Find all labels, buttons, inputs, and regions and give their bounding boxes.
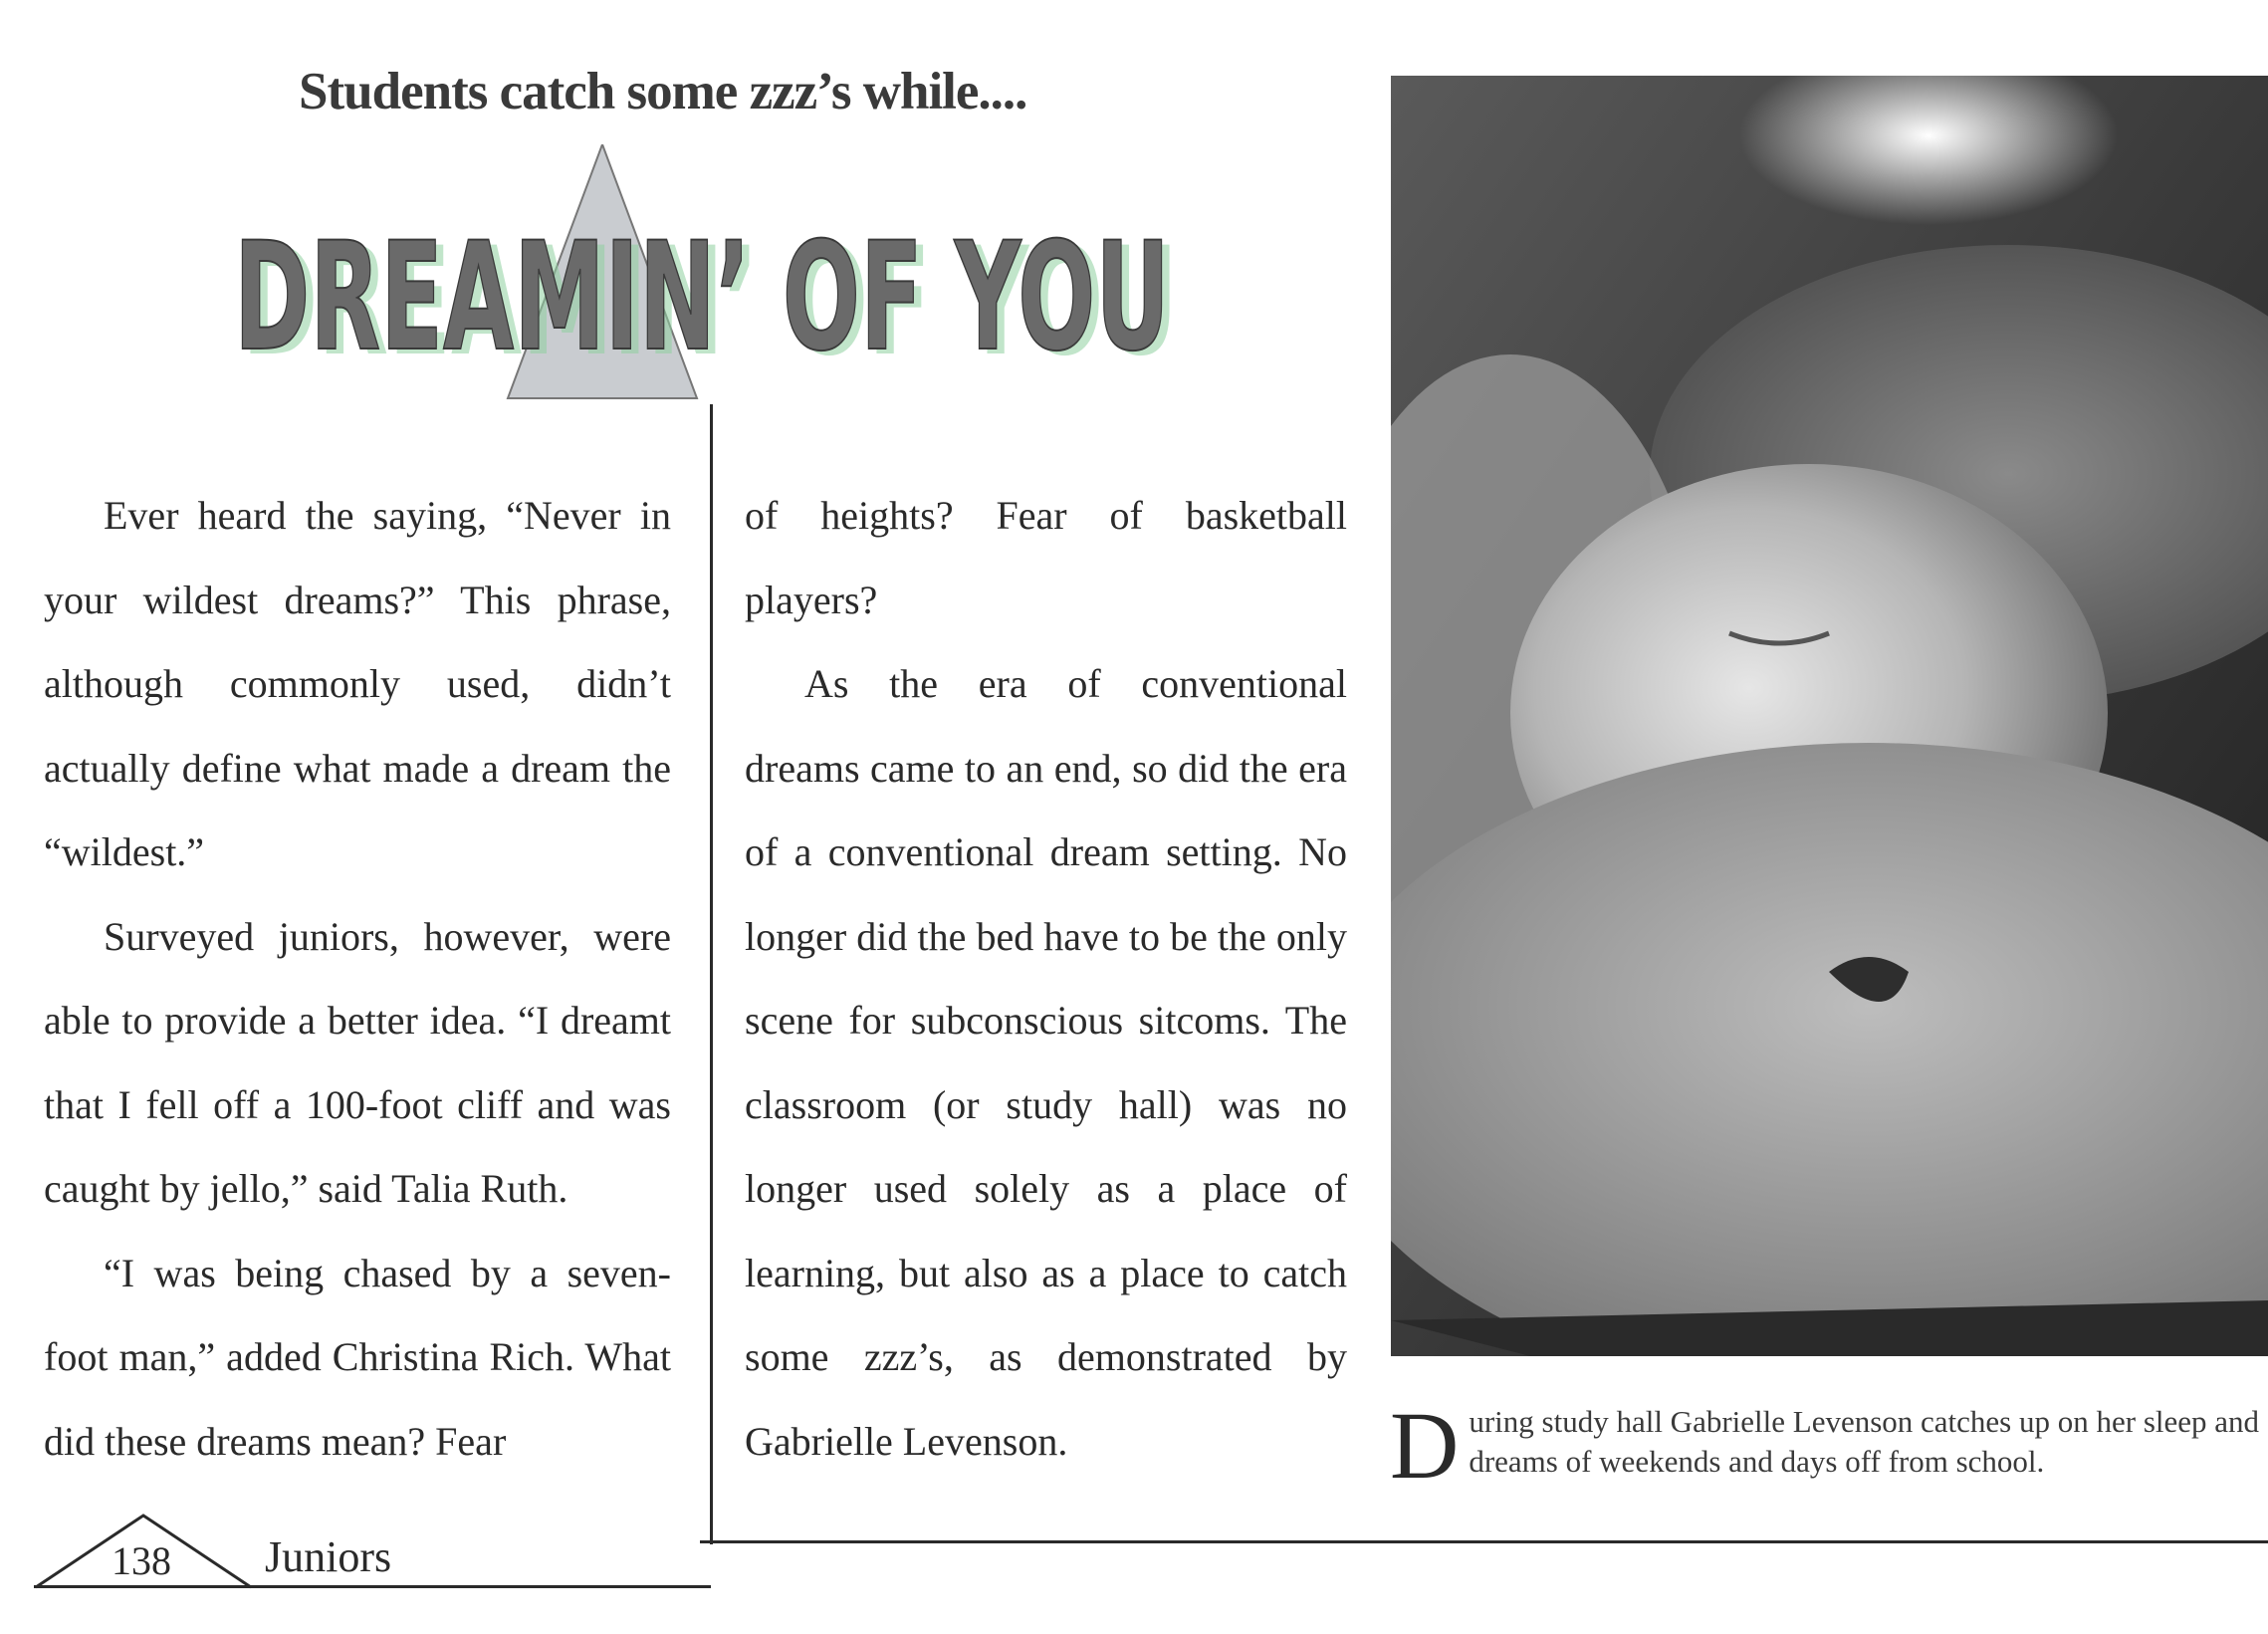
page-number: 138 — [112, 1538, 171, 1583]
column-divider — [710, 404, 713, 1544]
kicker-headline: Students catch some zzz’s while.... — [299, 63, 1027, 120]
paragraph: of heights? Fear of basketball players? — [745, 493, 1347, 622]
bottom-rule — [700, 1540, 2268, 1543]
caption-line: uring study hall Gabrielle Levenson catches up on her sleep and — [1469, 1404, 2260, 1439]
story-column-left — [44, 474, 671, 1484]
paragraph: Surveyed juniors, however, were able to provide a better idea. “I dreamt that I fell off a 100-foot cliff and was caught by jello,” said Talia Ruth. — [44, 913, 671, 1211]
page-title: DREAMIN’ OF YOU — [234, 211, 1170, 384]
section-name: Juniors — [265, 1532, 392, 1581]
story-column-middle — [745, 474, 1347, 1484]
paragraph: “I was being chased by a seven-foot man,” added Christina Rich. What did these dreams mean? Fear — [44, 1250, 671, 1464]
photo-caption — [1390, 1402, 2268, 1486]
title-art — [234, 144, 1190, 413]
caption-dropcap: D — [1390, 1402, 1460, 1486]
paragraph: Ever heard the saying, “Never in your wildest dreams?” This phrase, although commonly used, didn’t actually define what made a dream the “wildest.” — [44, 493, 671, 874]
folio-rule — [34, 1585, 711, 1588]
sleeping-student-photo — [1391, 76, 2268, 1356]
caption-line: dreams of weekends and days off from school. — [1469, 1444, 2045, 1479]
paragraph: As the era of conventional dreams came to an end, so did the era of a conventional dream setting. No longer did the bed have to be the only scene for subconscious sitcoms. The classroom (or study hall) was no longer used solely as a place of learning, but also as a place to catch some zzz’s, as demonstrated by Gabrielle Levenson. — [745, 661, 1347, 1464]
title-shadow: DREAMIN’ OF YOU — [242, 216, 1178, 389]
